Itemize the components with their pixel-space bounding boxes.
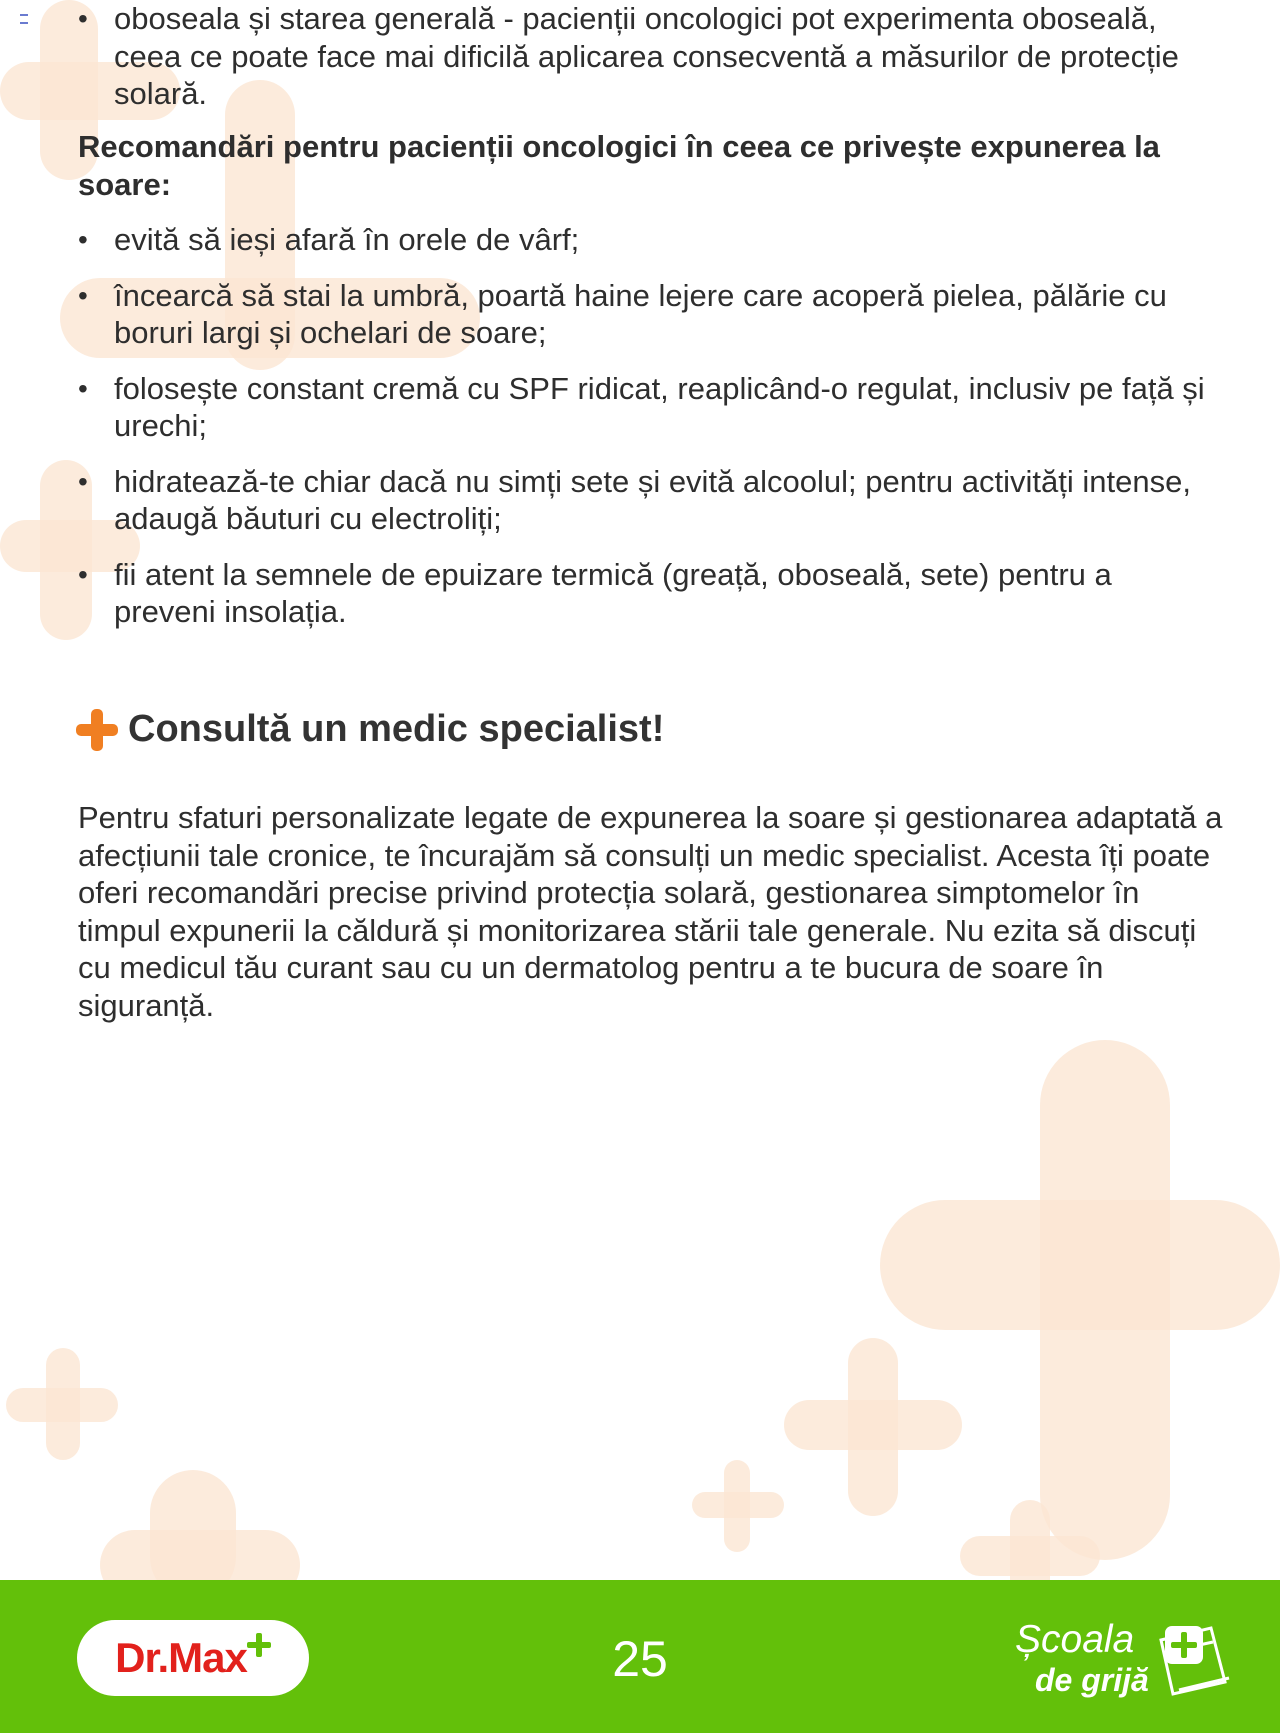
consult-paragraph: Pentru sfaturi personalizate legate de expunerea la soare și gestionarea adaptată a afecțiunii tale cronice, te încurajăm să consulți un medic specialist. Acesta îți poate oferi recomandări precise privind protecția solară, gestionarea simptomelor în timpul expunerii la căldură și monitorizarea stării tale generale. Nu ezita să discuți cu medicul tău curant sau cu un dermatolog pentru a te bucura de soare în siguranță. — [78, 800, 1223, 1023]
continued-list — [0, 0, 1280, 131]
page-number: 25 — [612, 1631, 668, 1687]
list-item: • fii atent la semnele de epuizare termică (greață, oboseală, sete) pentru a preveni insolația. — [0, 556, 1280, 631]
notebook-plus-icon — [1153, 1622, 1235, 1698]
list-item: • hidratează-te chiar dacă nu simți sete și evită alcoolul; pentru activități intense, adaugă băuturi cu electroliți; — [0, 463, 1280, 538]
brand-name: Dr.Max — [115, 1634, 247, 1681]
page-marker-icon — [20, 14, 28, 24]
program-name-line1: Școala — [1015, 1618, 1135, 1661]
consult-section-title — [76, 708, 664, 751]
decor-cross-part — [692, 1492, 784, 1518]
decor-cross-part — [960, 1536, 1100, 1576]
footer-bar — [0, 1580, 1280, 1733]
brand-plus-icon — [247, 1633, 271, 1657]
decor-cross-part — [880, 1200, 1280, 1330]
decor-cross-part — [6, 1388, 118, 1422]
list-item: • oboseala și starea generală - pacienții oncologici pot experimenta oboseală, ceea ce poate face mai dificilă aplicarea consecventă a măsurilor de protecție solară. — [0, 0, 1280, 113]
recommendations-list — [0, 221, 1280, 649]
drmax-logo — [77, 1620, 309, 1696]
list-item: • folosește constant cremă cu SPF ridicat, reaplicând-o regulat, inclusiv pe față și urechi; — [0, 370, 1280, 445]
decor-cross-part — [784, 1400, 962, 1450]
list-item: • evită să ieși afară în orele de vârf; — [0, 221, 1280, 259]
plus-icon — [76, 709, 118, 751]
list-item: • încearcă să stai la umbră, poartă haine lejere care acoperă pielea, pălărie cu boruri largi și ochelari de soare; — [0, 277, 1280, 352]
scoala-de-grija-logo — [1010, 1618, 1240, 1708]
section-heading: Consultă un medic specialist! — [128, 708, 665, 750]
recommendations-heading: Recomandări pentru pacienții oncologici în ceea ce privește expunerea la soare: — [78, 129, 1160, 202]
program-name-line2: de grijă — [1035, 1662, 1149, 1698]
